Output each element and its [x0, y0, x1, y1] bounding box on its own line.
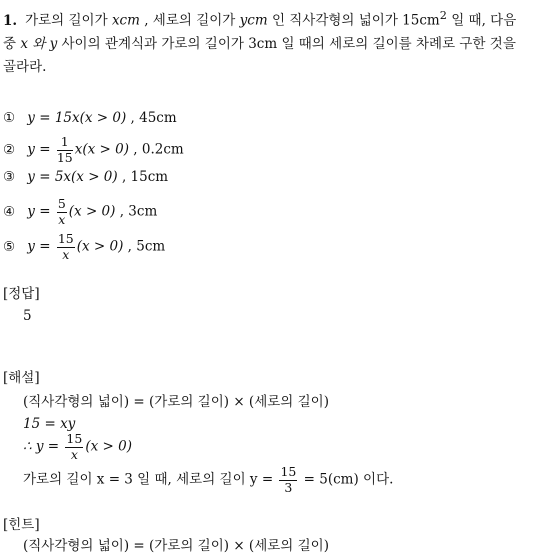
explanation-formula-lhs: ∴ y =	[23, 438, 60, 455]
question-part-b: , 세로의 길이가	[144, 12, 236, 29]
answer-value: 5	[23, 308, 32, 324]
question-text	[3, 4, 531, 79]
fraction	[57, 136, 73, 164]
fraction-numerator: 5	[57, 196, 66, 211]
fraction	[57, 233, 75, 261]
question-part-c: 인 직사각형의 넓이가 15cm	[271, 12, 440, 29]
option-formula-rest: (x > 0)	[68, 203, 116, 220]
fraction-numerator: 15	[57, 231, 74, 246]
option-3[interactable]	[3, 166, 168, 188]
question-part-a: 가로의 길이가	[25, 12, 108, 29]
fraction	[279, 466, 297, 494]
question-number: 1.	[3, 12, 18, 29]
fraction-numerator: 1	[57, 136, 73, 151]
option-1[interactable]	[3, 107, 177, 129]
fraction-numerator: 15	[66, 431, 83, 446]
fraction-denominator: x	[62, 246, 70, 262]
answer-label: [정답]	[3, 286, 40, 302]
fraction-numerator: 15	[280, 464, 297, 479]
option-formula: y = 5x(x > 0)	[27, 169, 118, 185]
hint-label: [힌트]	[3, 517, 40, 533]
option-formula: y = 15x(x > 0)	[27, 110, 127, 126]
option-answer: , 15cm	[121, 169, 169, 185]
xy-variables: x 와 y	[20, 35, 58, 52]
option-mark: ③	[3, 169, 16, 185]
question-part-f: 사이의 관계식과 가로의 길이가 3cm 일 때의 세로의 길이를 차례로 구한 것을 골라라.	[3, 35, 516, 75]
option-mark: ②	[3, 141, 16, 158]
option-2[interactable]	[3, 134, 184, 165]
explanation-equation: 15 = xy	[23, 416, 76, 432]
explanation-line-4	[23, 466, 393, 494]
y-unit: ycm	[239, 12, 268, 29]
fraction-denominator: x	[70, 446, 78, 462]
option-5[interactable]	[3, 231, 166, 262]
option-mark: ⑤	[3, 238, 16, 255]
fraction-denominator: x	[58, 211, 66, 227]
option-formula-lhs: y =	[27, 238, 51, 255]
fraction	[65, 433, 83, 461]
explanation-text-end: = 5(cm) 이다.	[303, 471, 394, 488]
fraction	[57, 198, 67, 226]
option-answer: , 3cm	[119, 203, 158, 220]
hint-line-1: (직사각형의 넓이) = (가로의 길이) × (세로의 길이)	[23, 538, 329, 554]
x-unit: xcm	[111, 12, 140, 29]
option-mark: ①	[3, 110, 16, 126]
option-formula-rest: x(x > 0)	[74, 141, 129, 158]
option-formula-rest: (x > 0)	[76, 238, 124, 255]
explanation-line-3	[23, 433, 132, 461]
option-4[interactable]	[3, 196, 158, 227]
option-formula-lhs: y =	[27, 203, 51, 220]
explanation-line-1: (직사각형의 넓이) = (가로의 길이) × (세로의 길이)	[23, 394, 329, 410]
explanation-label: [해설]	[3, 370, 40, 386]
question-part-d: 일 때, 다음 중	[3, 12, 517, 52]
explanation-formula-rest: (x > 0)	[85, 438, 132, 455]
option-answer: , 0.2cm	[133, 141, 184, 158]
fraction-denominator: 15	[56, 149, 73, 165]
explanation-text: 가로의 길이 x = 3 일 때, 세로의 길이 y =	[23, 471, 274, 488]
option-formula-lhs: y =	[27, 141, 51, 158]
option-answer: , 45cm	[130, 110, 177, 126]
option-answer: , 5cm	[127, 238, 166, 255]
option-mark: ④	[3, 203, 16, 220]
area-exponent: 2	[439, 9, 447, 22]
fraction-denominator: 3	[284, 479, 293, 495]
